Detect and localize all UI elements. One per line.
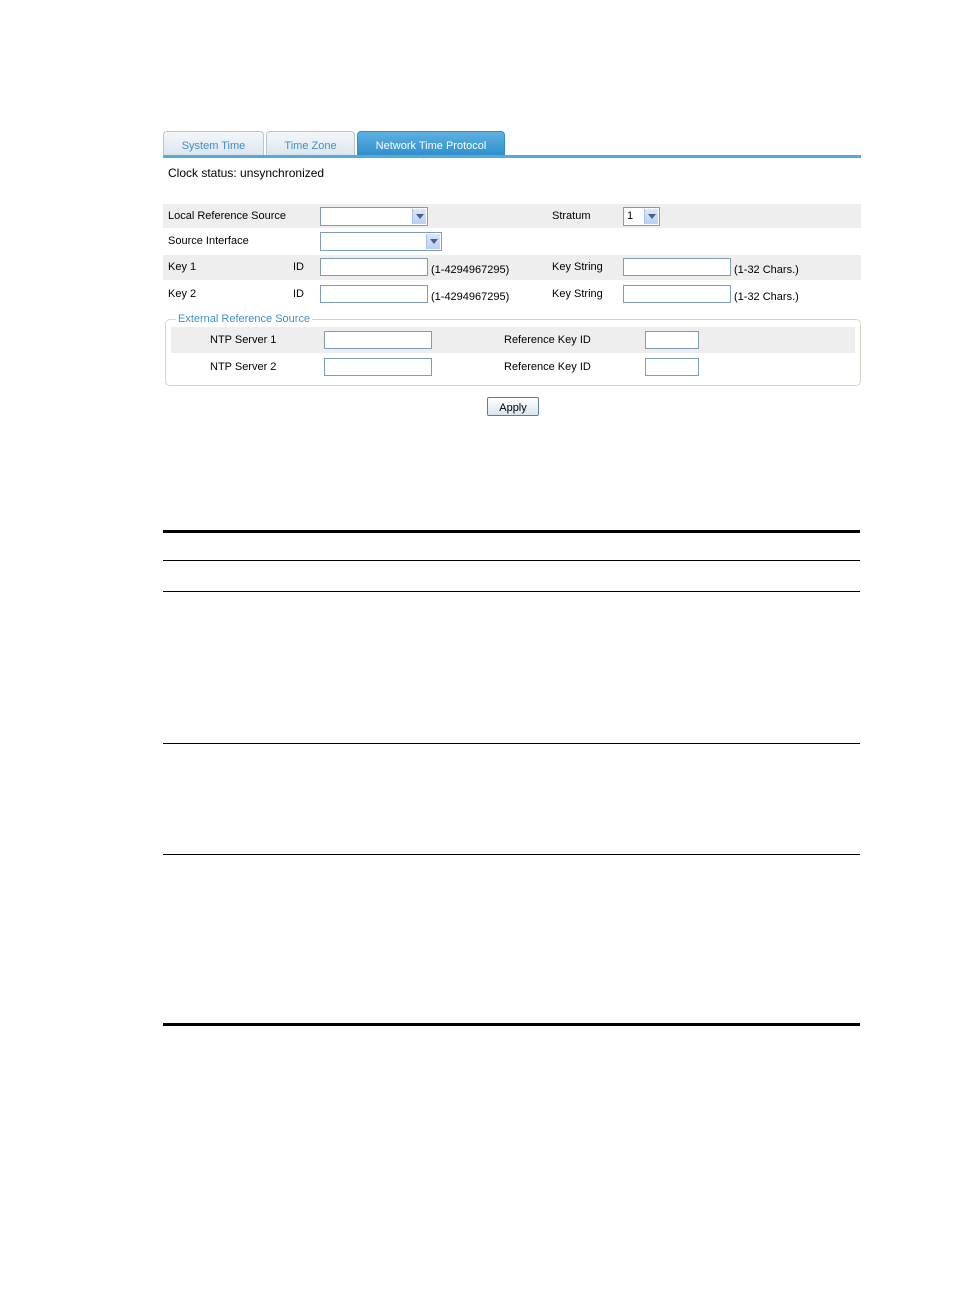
key1-key-string-label: Key String (552, 261, 603, 273)
ntp-server2-input[interactable] (324, 358, 432, 376)
key2-id-label: ID (293, 288, 304, 300)
stratum-value: 1 (627, 210, 634, 222)
ntp-server1-input[interactable] (324, 331, 432, 349)
chevron-down-icon (644, 209, 658, 224)
ntp-server1-ref-key-label: Reference Key ID (504, 334, 591, 346)
clock-status: Clock status: unsynchronized (168, 166, 325, 180)
key2-id-range: (1-4294967295) (431, 291, 510, 303)
key1-key-string-input[interactable] (623, 258, 731, 276)
tab-time-zone[interactable]: Time Zone (266, 131, 355, 155)
ntp-server1-ref-key-input[interactable] (645, 331, 699, 349)
external-reference-legend: External Reference Source (178, 313, 311, 325)
table-row-divider (163, 591, 860, 592)
stratum-label: Stratum (552, 210, 591, 222)
ntp-server2-ref-key-label: Reference Key ID (504, 361, 591, 373)
ntp-server1-label: NTP Server 1 (210, 334, 277, 346)
table-row-divider (163, 743, 860, 744)
table-row-divider (163, 854, 860, 855)
source-interface-select[interactable] (320, 232, 442, 251)
local-reference-source-label: Local Reference Source (168, 210, 287, 222)
key2-key-string-range: (1-32 Chars.) (734, 291, 799, 303)
chevron-down-icon (412, 209, 426, 224)
tab-system-time[interactable]: System Time (163, 131, 264, 155)
key1-id-label: ID (293, 261, 304, 273)
key2-key-string-label: Key String (552, 288, 603, 300)
key1-id-range: (1-4294967295) (431, 264, 510, 276)
tab-underline (163, 155, 861, 158)
source-interface-label: Source Interface (168, 235, 249, 247)
chevron-down-icon (426, 234, 440, 249)
key2-label: Key 2 (168, 288, 197, 300)
table-bottom-rule (163, 1023, 860, 1026)
key2-id-input[interactable] (320, 285, 428, 303)
table-top-rule (163, 530, 860, 533)
key1-key-string-range: (1-32 Chars.) (734, 264, 799, 276)
table-header-rule (163, 560, 860, 561)
local-reference-source-select[interactable] (320, 207, 428, 226)
ntp-server2-label: NTP Server 2 (210, 361, 277, 373)
key1-label: Key 1 (168, 261, 197, 273)
stratum-select[interactable] (623, 207, 660, 226)
ntp-server2-ref-key-input[interactable] (645, 358, 699, 376)
key1-id-input[interactable] (320, 258, 428, 276)
tab-network-time-protocol[interactable]: Network Time Protocol (357, 131, 505, 155)
key2-key-string-input[interactable] (623, 285, 731, 303)
apply-button[interactable]: Apply (487, 397, 539, 416)
